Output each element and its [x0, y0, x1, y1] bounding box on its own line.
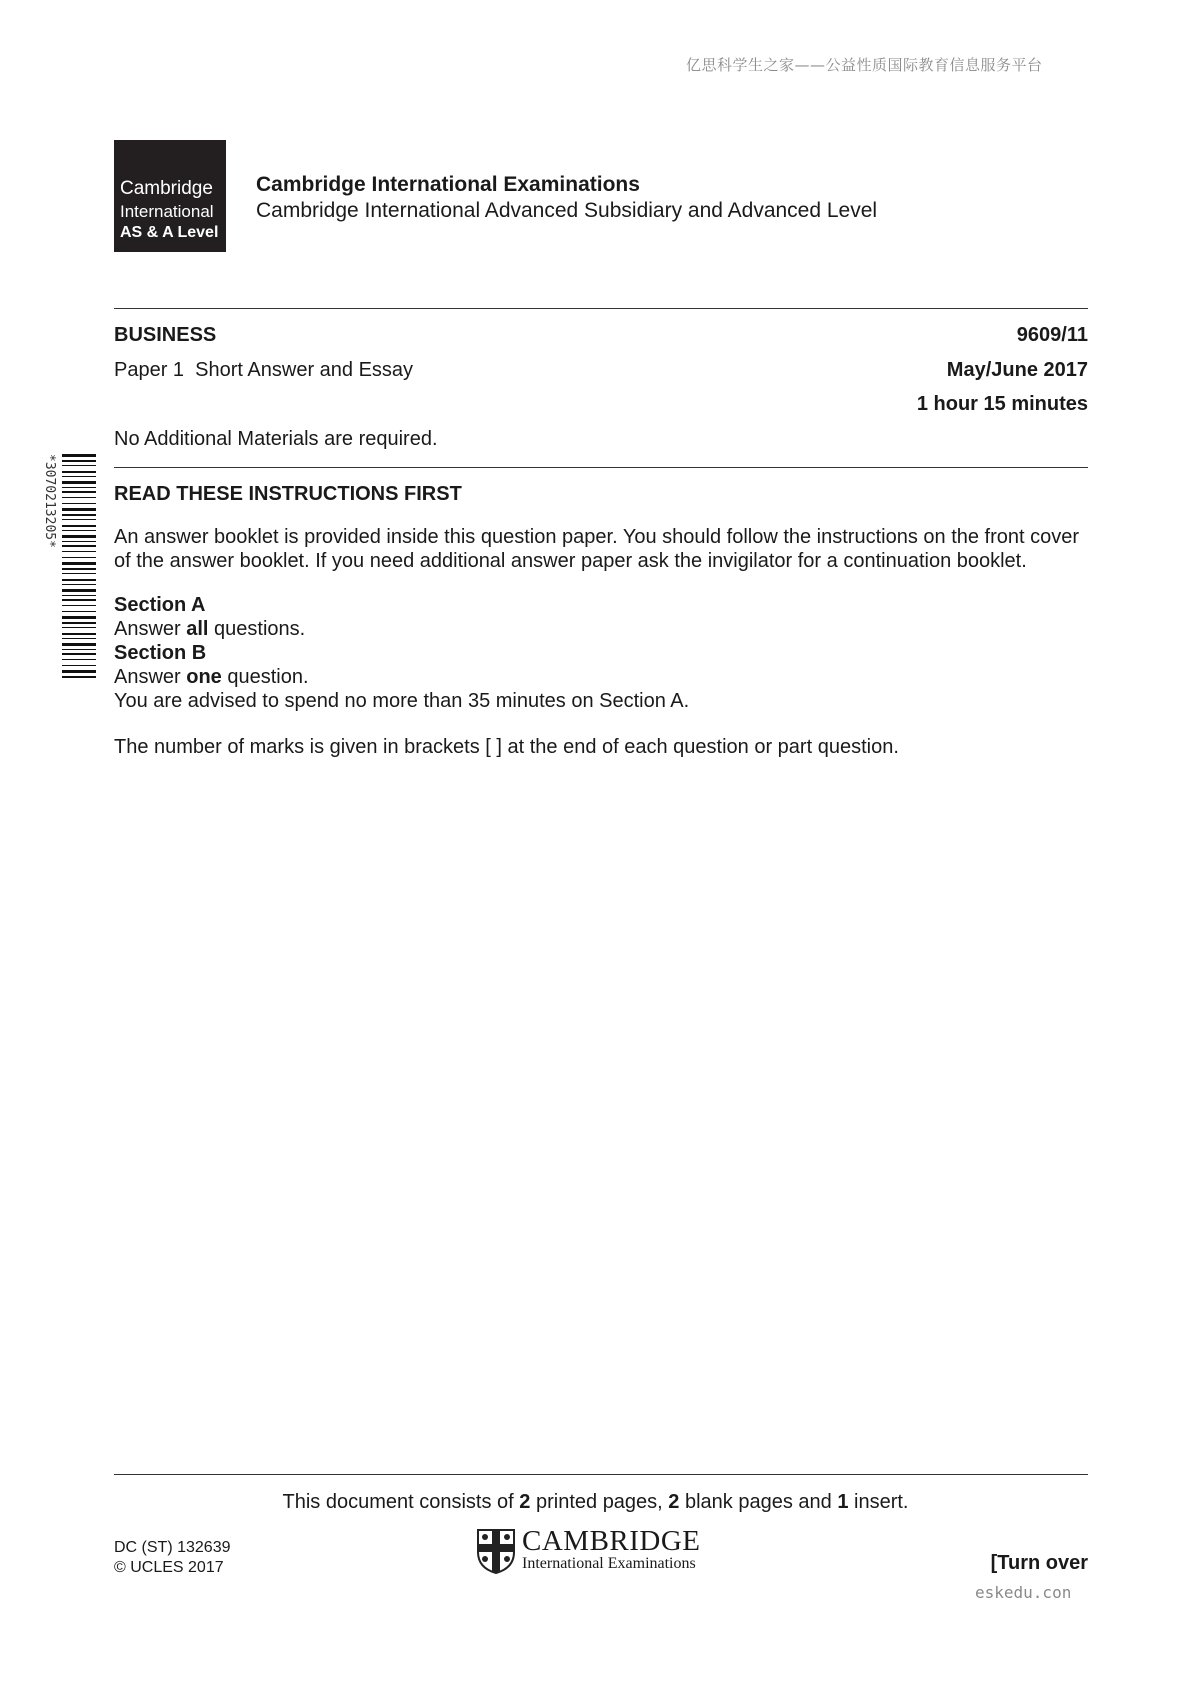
section-b-instruction: Answer one question.	[114, 666, 309, 688]
section-b-title: Section B	[114, 642, 207, 664]
paper-title: Paper 1 Short Answer and Essay	[114, 359, 414, 381]
watermark-top: 亿思科学生之家——公益性质国际教育信息服务平台	[686, 56, 1043, 74]
cambridge-wordmark-sub: International Examinations	[522, 1555, 696, 1572]
paper-code: 9609/11	[1016, 324, 1088, 346]
document-codes	[114, 1538, 231, 1578]
time-advice: You are advised to spend no more than 35 minutes on Section A.	[114, 690, 690, 712]
materials-note: No Additional Materials are required.	[114, 428, 438, 450]
cambridge-as-a-level-logo	[114, 140, 226, 252]
marks-note: The number of marks is given in brackets [ ] at the end of each question or part question.	[114, 736, 899, 758]
divider-top	[114, 308, 1088, 309]
copyright: © UCLES 2017	[114, 1559, 224, 1576]
exam-board-title: Cambridge International Examinations	[256, 173, 640, 196]
exam-duration: 1 hour 15 minutes	[916, 393, 1088, 415]
logo-line-1: Cambridge	[120, 178, 213, 199]
section-a-instruction: Answer all questions.	[114, 618, 306, 640]
section-a-title: Section A	[114, 594, 206, 616]
cambridge-crest-icon	[476, 1528, 516, 1574]
barcode-text: *3070213205*	[42, 454, 57, 548]
watermark-bottom: eskedu.con	[975, 1583, 1072, 1602]
subject: BUSINESS	[114, 324, 217, 346]
page-count-note: This document consists of 2 printed pages, 2 blank pages and 1 insert.	[282, 1491, 909, 1513]
divider-middle	[114, 467, 1088, 468]
section-instructions	[114, 593, 1094, 713]
instructions-heading: READ THESE INSTRUCTIONS FIRST	[114, 483, 462, 505]
logo-line-2: International	[120, 202, 214, 221]
dc-code: DC (ST) 132639	[114, 1539, 231, 1556]
qualification-title: Cambridge International Advanced Subsidiary and Advanced Level	[256, 199, 878, 222]
candidate-barcode	[42, 452, 96, 684]
logo-line-3: AS & A Level	[120, 224, 219, 241]
cambridge-wordmark: CAMBRIDGE	[522, 1525, 701, 1557]
turn-over: [Turn over	[990, 1552, 1088, 1574]
booklet-instructions: An answer booklet is provided inside this question paper. You should follow the instructions on the front cover of the answer booklet. If you need additional answer paper ask the invigilator for a continuation booklet.	[114, 526, 1080, 572]
exam-session: May/June 2017	[946, 359, 1088, 381]
divider-bottom	[114, 1474, 1088, 1475]
